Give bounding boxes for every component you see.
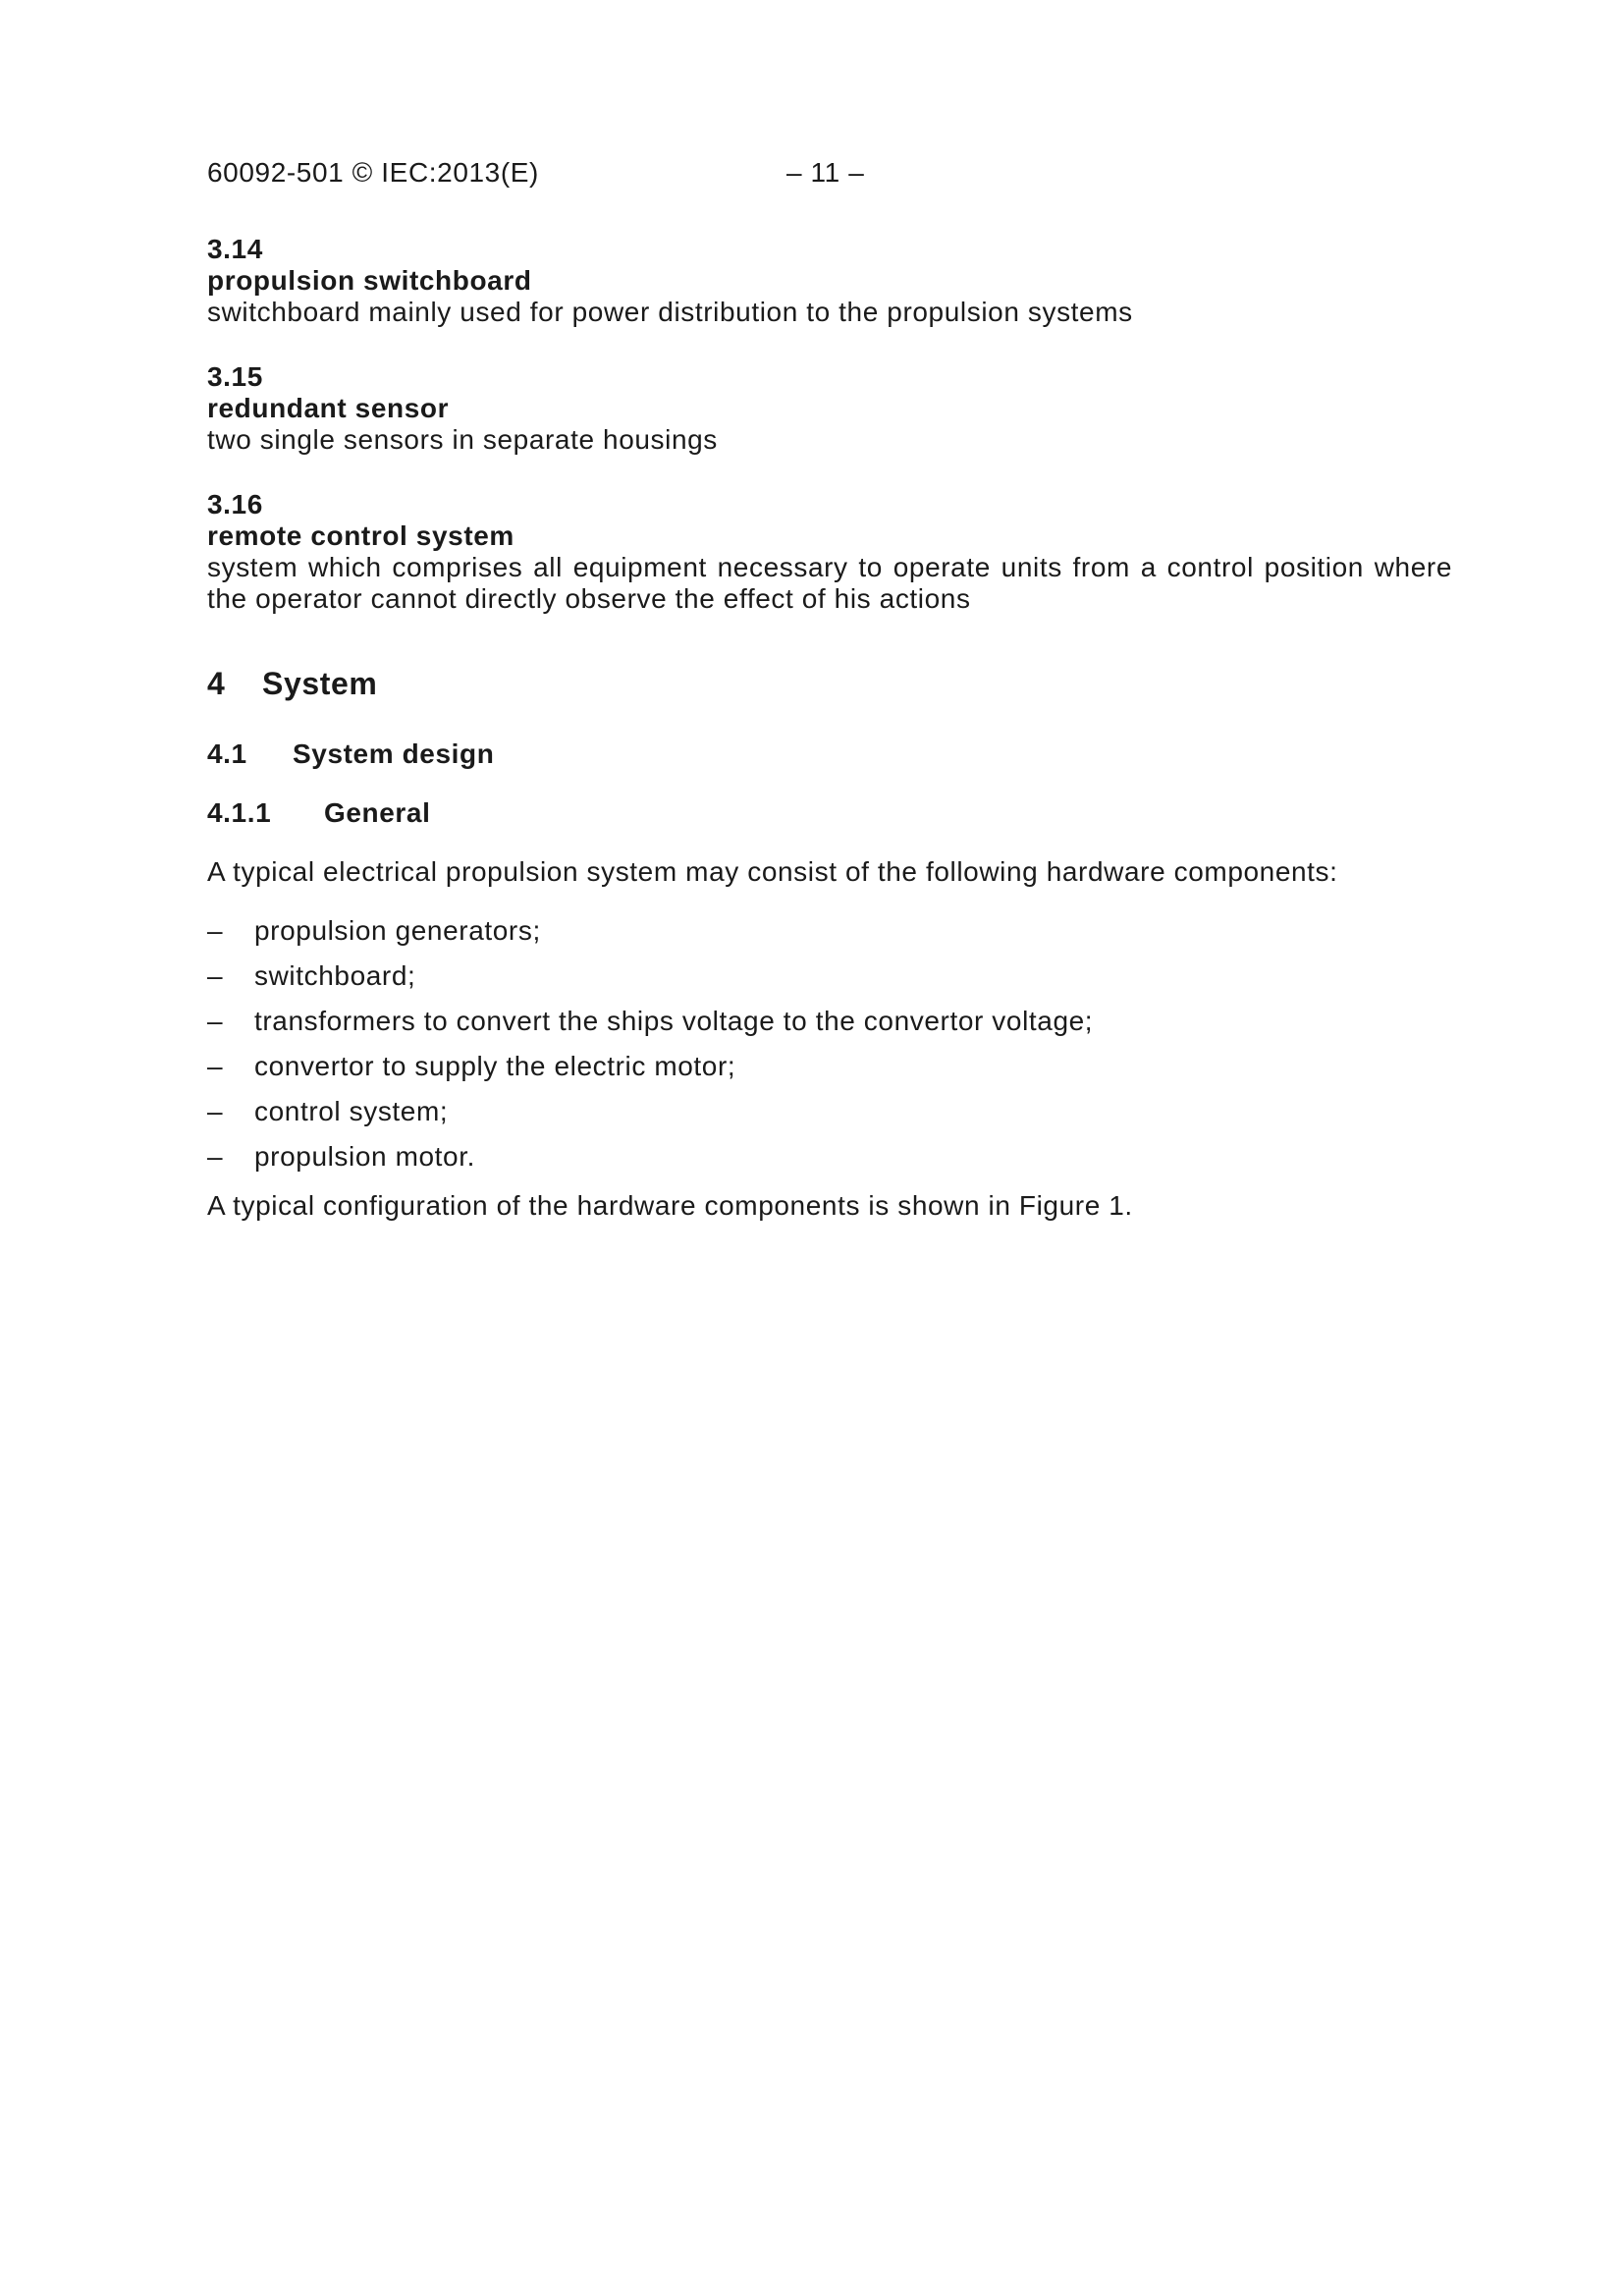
- list-item: [207, 913, 1452, 949]
- subsection-title: System design: [293, 738, 495, 769]
- list-item-text: control system;: [254, 1096, 449, 1126]
- term-entry: [207, 489, 1452, 615]
- intro-paragraph: A typical electrical propulsion system may consist of the following hardware components:: [207, 856, 1338, 887]
- subsubsection-number: 4.1.1: [207, 797, 272, 828]
- term-title: remote control system: [207, 520, 514, 551]
- subsubsection-title: General: [324, 797, 431, 828]
- list-item-text: convertor to supply the electric motor;: [254, 1051, 736, 1081]
- list-marker: –: [207, 1051, 224, 1081]
- term-definition: two single sensors in separate housings: [207, 424, 718, 455]
- closing-paragraph: A typical configuration of the hardware components is shown in Figure 1.: [207, 1190, 1133, 1221]
- section-heading: [207, 664, 1452, 703]
- list-item: [207, 1004, 1452, 1039]
- term-number: 3.16: [207, 489, 263, 519]
- list-item: [207, 958, 1452, 994]
- page-content: [207, 234, 1452, 1224]
- section-title: System: [262, 666, 378, 701]
- list-marker: –: [207, 1141, 224, 1172]
- page-header: [207, 155, 1484, 191]
- subsubsection-heading: [207, 795, 1452, 831]
- term-entry: [207, 234, 1452, 328]
- term-entry: [207, 361, 1452, 456]
- list-marker: –: [207, 1006, 224, 1036]
- term-number: 3.15: [207, 361, 263, 392]
- component-list: [207, 913, 1452, 1175]
- list-item: [207, 1049, 1452, 1084]
- list-marker: –: [207, 960, 224, 991]
- section-number: 4: [207, 666, 226, 701]
- list-item: [207, 1139, 1452, 1175]
- list-item-text: switchboard;: [254, 960, 416, 991]
- term-definition: switchboard mainly used for power distribution to the propulsion systems: [207, 297, 1133, 327]
- list-item: [207, 1094, 1452, 1129]
- list-item-text: transformers to convert the ships voltage to the convertor voltage;: [254, 1006, 1094, 1036]
- term-definition: system which comprises all equipment necessary to operate units from a control position where the operator cannot directly observe the effect of his actions: [207, 552, 1452, 614]
- list-item-text: propulsion motor.: [254, 1141, 475, 1172]
- term-title: propulsion switchboard: [207, 265, 532, 296]
- subsection-number: 4.1: [207, 738, 247, 769]
- list-marker: –: [207, 1096, 224, 1126]
- document-reference: 60092-501 © IEC:2013(E): [207, 157, 539, 188]
- list-item-text: propulsion generators;: [254, 915, 541, 946]
- subsection-heading: [207, 737, 1452, 772]
- term-number: 3.14: [207, 234, 263, 264]
- page-number: – 11 –: [786, 157, 865, 188]
- term-title: redundant sensor: [207, 393, 450, 423]
- list-marker: –: [207, 915, 224, 946]
